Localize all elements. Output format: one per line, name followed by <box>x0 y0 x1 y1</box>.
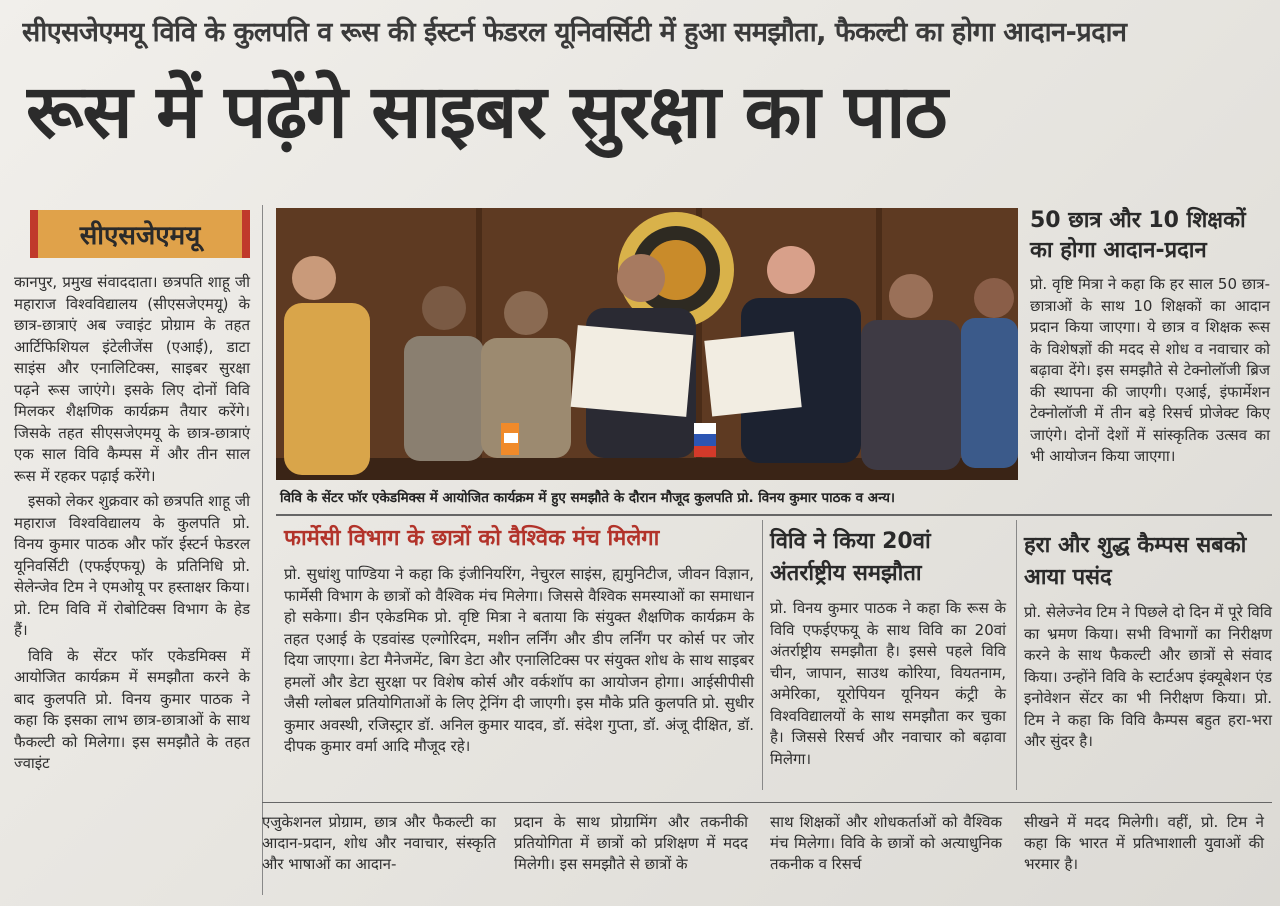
pharmacy-subhead: फार्मेसी विभाग के छात्रों को वैश्विक मंच मिलेगा <box>284 526 660 551</box>
bottom-column-3: साथ शिक्षकों और शोधकर्ताओं को वैश्विक मंच मिलेगा। विवि के छात्रों को अत्याधुनिक तकनीक व रिसर्च <box>770 813 1002 873</box>
exchange-subhead: 50 छात्र और 10 शिक्षकों का होगा आदान-प्रदान <box>1030 208 1246 263</box>
university-tag: सीएसजेएमयू <box>30 210 250 258</box>
column-divider <box>262 205 263 895</box>
bottom-column-2: प्रदान के साथ प्रोग्रामिंग और तकनीकी प्रतियोगिता में छात्रों को प्रशिक्षण में मदद मिलेगी। इस समझौते से छात्रों के <box>514 813 748 873</box>
bottom-column-1: एजुकेशनल प्रोग्राम, छात्र और फैकल्टी का आदान-प्रदान, शोध और नवाचार, संस्कृति और भाषाओं का आदान- <box>262 813 496 873</box>
left-paragraph-2: इसको लेकर शुक्रवार को छत्रपति शाहू जी महाराज विश्वविद्यालय के कुलपति प्रो. विनय कुमार पाठक और फॉर ईस्टर्न फेडरल यूनिवर्सिटी (एफईएफयू) के प्रतिनिधि प्रो. सेलेन्जेव टिम ने एमओयू पर हस्ताक्षर किया। प्रो. टिम विवि में रोबोटिक्स विभाग के हेड हैं। <box>14 492 250 639</box>
left-paragraph-1: कानपुर, प्रमुख संवाददाता। छत्रपति शाहू जी महाराज विश्वविद्यालय (सीएसजेएमयू) के छात्र-छात्राएं अब ज्वाइंट प्रोग्राम के तहत आर्टिफिशियल इंटेलीजेंस (एआई), डाटा साइंस और एनालिटिक्स, साइबर सुरक्षा पढ़ने रूस जाएंगे। इसके लिए दोनों विवि मिलकर शैक्षणिक कार्यक्रम तैयार करेंगे। जिसके तहत सीएसजेएमयू के छात्र-छात्राएं एक साल विवि कैम्पस में और तीन साल रूस में रहकर पढ़ाई करेंगे। <box>14 273 250 485</box>
main-headline: रूस में पढ़ेंगे साइबर सुरक्षा का पाठ <box>26 69 947 155</box>
pharmacy-body: प्रो. सुधांशु पाण्डिया ने कहा कि इंजीनियरिंग, नेचुरल साइंस, ह्यमुनिटीज, जीवन विज्ञान, फार्मेसी विभाग के छात्रों को वैश्विक मंच मिलेगा। जिससे वैश्विक समस्याओं का समाधान हो सकेगा। डीन एकेडमिक प्रो. वृष्टि मित्रा ने बताया कि संयुक्त शैक्षणिक कार्यक्रम के तहत एआई के एडवांस्ड एल्गोरिदम, मशीन लर्निंग और डीप लर्निंग पर कोर्स पर जोर दिया जाएगा। डेटा मैनेजमेंट, बिग डेटा और एनालिटिक्स पर संयुक्त शोध के साथ साइबर हमलों और डेटा सुरक्षा पर विशेष कोर्स और वर्कशॉप का आयोजन होगा। आईसीपीसी जैसी ग्लोबल प्रतियोगिताओं के लिए ट्रेनिंग दी जाएगी। इस मौके प्रति कुलपति प्रो. सुधीर कुमार अवस्थी, रजिस्ट्रार डॉ. अनिल कुमार यादव, डॉ. संदेश गुप्ता, डॉ. अंजू दीक्षित, डॉ. दीपक कुमार वर्मा आदि मौजूद रहे। <box>284 565 754 755</box>
kicker-headline: सीएसजेएमयू विवि के कुलपति व रूस की ईस्टर्न फेडरल यूनिवर्सिटी में हुआ समझौता, फैकल्टी का होगा आदान-प्रदान <box>22 17 1127 48</box>
horizontal-rule <box>276 514 1272 516</box>
left-column <box>14 272 250 775</box>
column-divider-3 <box>1016 520 1017 790</box>
left-paragraph-3: विवि के सेंटर फॉर एकेडमिक्स में आयोजित कार्यक्रम में समझौता करने के बाद कुलपति प्रो. विनय कुमार पाठक ने कहा कि इसका लाभ छात्र-छात्राओं के साथ फैकल्टी को मिलेगा। इस समझौते के तहत ज्वाइंट <box>14 646 250 772</box>
photo-caption: विवि के सेंटर फॉर एकेडमिक्स में आयोजित कार्यक्रम में हुए समझौते के दौरान मौजूद कुलपति प्रो. विनय कुमार पाठक व अन्य। <box>280 490 896 506</box>
green-subhead: हरा और शुद्ध कैम्पस सबको आया पसंद <box>1024 533 1247 590</box>
bottom-rule <box>262 802 1272 803</box>
photo-illustration <box>276 208 1018 480</box>
mou-subhead: विवि ने किया 20वां अंतर्राष्ट्रीय समझौता <box>770 529 931 586</box>
mou-body: प्रो. विनय कुमार पाठक ने कहा कि रूस के विवि एफईएफयू के साथ विवि का 20वां अंतर्राष्ट्रीय समझौता है। इससे पहले विवि चीन, जापान, साउथ कोरिया, वियतनाम, अमेरिका, यूरोपियन यूनियन कंट्री के विश्वविद्यालयों के साथ समझौता कर चुका है। जिससे रिसर्च और नवाचार को बढ़ावा मिलेगा। <box>770 599 1006 768</box>
green-body: प्रो. सेलेज्नेव टिम ने पिछले दो दिन में पूरे विवि का भ्रमण किया। सभी विभागों का निरीक्षण करने के साथ फैकल्टी और छात्रों से संवाद किया। उन्होंने विवि के स्टार्टअप इंक्यूबेशन एंड इनोवेशन सेंटर का भी निरीक्षण किया। प्रो. टिम ने कहा कि विवि कैम्पस बहुत हरा-भरा और सुंदर है। <box>1024 603 1272 750</box>
exchange-body: प्रो. वृष्टि मित्रा ने कहा कि हर साल 50 छात्र-छात्राओं के साथ 10 शिक्षकों का आदान प्रदान किया जाएगा। ये छात्र व शिक्षक रूस के विशेषज्ञों की मदद से शोध व नवाचार को बढ़ावा देंगे। इस समझौते से टेक्नोलॉजी ब्रिज की स्थापना की जाएगी। एआई, इंफार्मेशन टेक्नोलॉजी में तीन बड़े रिसर्च प्रोजेक्ट किए जाएंगे। दोनों देशों में सांस्कृतिक उत्सव का भी आयोजन किया जाएगा। <box>1030 275 1270 465</box>
column-divider-2 <box>762 520 763 790</box>
mou-section <box>770 526 1006 770</box>
news-photo <box>276 208 1018 480</box>
pharmacy-section <box>284 524 754 758</box>
exchange-section <box>1030 206 1270 468</box>
bottom-column-4: सीखने में मदद मिलेगी। वहीं, प्रो. टिम ने कहा कि भारत में प्रतिभाशाली युवाओं की भरमार है। <box>1024 813 1264 873</box>
green-campus-section <box>1024 530 1272 753</box>
